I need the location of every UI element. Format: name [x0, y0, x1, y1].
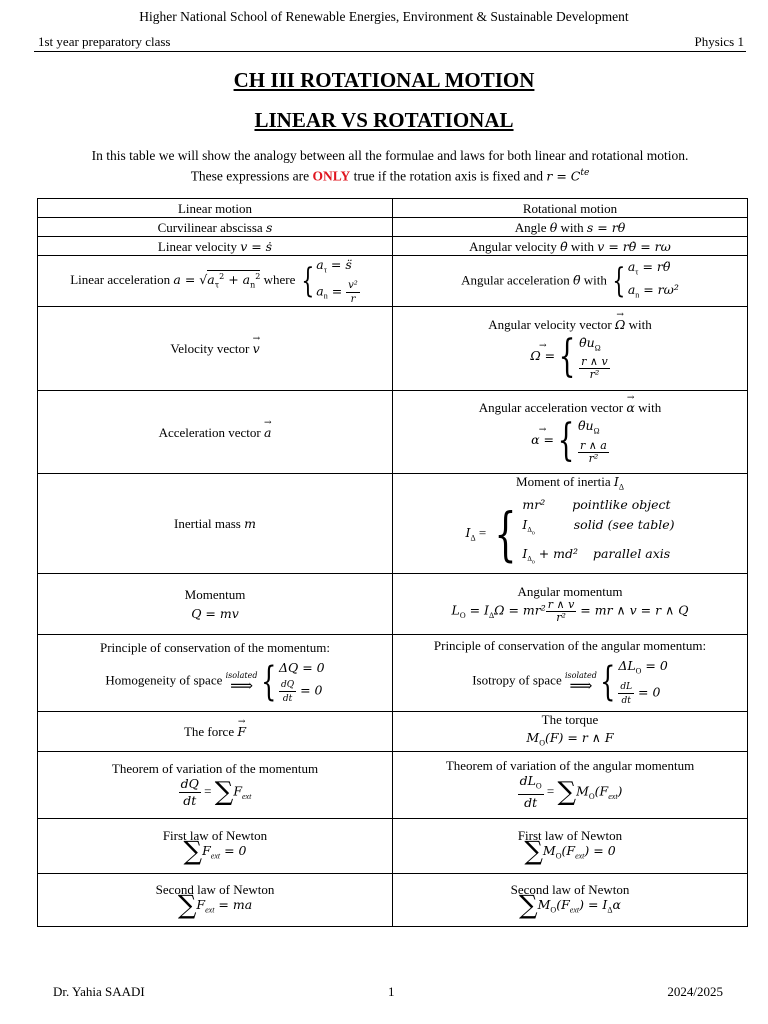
table-row	[38, 199, 748, 218]
cell-rotational: Angular acceleration vector → α with → α ={ $\thetäu_\Omega$ $\frac{r \wedge a}{\text{r²}}$	[393, 391, 748, 474]
cell-linear: Theorem of variation of the momentum $\frac{dQ}{dt}$ = $\sum F_{ext}$	[38, 751, 393, 818]
cell-linear: First law of Newton $\sum F_{ext} = 0$	[38, 818, 393, 873]
cell-rotational: Angular velocity vector → Ω with → Ω ={ $\thetȧu_\Omega$ $\frac{r \wedge v}{\text{r²}}$	[393, 307, 748, 391]
footer-year: 2024/2025	[667, 984, 723, 999]
cell-linear: Linear velocity v = ṡ	[38, 237, 393, 256]
cell-linear: The force → F	[38, 711, 393, 751]
cell-linear: Acceleration vector → a	[38, 391, 393, 474]
intro-text	[0, 147, 768, 185]
cell-rotational: Angular momentum $L_O = I_\Delta\Omega = mr^2$ $\frac{r \wedge v}{\text{r²}}$ = mr ∧ v = r ∧ Q	[393, 573, 748, 634]
cell-rotational: Angular velocity θ̇ with v = rθ̇ = rω	[393, 237, 748, 256]
table-row	[38, 237, 748, 256]
cell-rotational: The torque $M_O(F) = r$ ∧ F	[393, 711, 748, 751]
footer-author: Dr. Yahia SAADI	[53, 984, 145, 999]
table-row	[38, 474, 748, 573]
table-row	[38, 873, 748, 926]
cell-rotational: First law of Newton $\sum M_O(F_{ext}) = 0$	[393, 818, 748, 873]
table-row	[38, 751, 748, 818]
institution-header: Higher National School of Renewable Energies, Environment & Sustainable Development	[139, 9, 629, 24]
cell-rotational: Angular acceleration θ̈ with { $a_\tau$ = rθ̈ $a_n = r\omega^2$	[393, 256, 748, 307]
cell-linear: Principle of conservation of the momentum: Homogeneity of space isolated ⟹ { ΔQ = 0 $\frac{dQ}{dt}$ = 0	[38, 634, 393, 711]
cell-linear: Second law of Newton $\sum F_{ext}$ = ma	[38, 873, 393, 926]
cell-rotational: Principle of conservation of the angular momentum: Isotropy of space isolated ⟹ { $\Delta L_O = 0$ $\frac{dL}{dt}$ = 0	[393, 634, 748, 711]
cell-rotational: Theorem of variation of the angular momentum $\frac{dL_O}{dt}$ = $\sum M_O(F_{ext})$	[393, 751, 748, 818]
header-divider	[34, 51, 746, 52]
table-row	[38, 218, 748, 237]
cell-rotational: Moment of inertia $I_\Delta$ $I_\Delta$ = { mr² pointlike object $I_{\Delta_o}$ solid (see table) $I_{\Delta_o} + md^2$ parallel axis	[393, 474, 748, 573]
cell-linear: Velocity vector → v	[38, 307, 393, 391]
cell-linear: Linear acceleration $a = √a_\tau^2 + a_n^2$ where { $a_\tau$ = s̈ $a_n$ = $\frac{\text{v²}}{r}$	[38, 256, 393, 307]
cell-linear: Curvilinear abscissa s	[38, 218, 393, 237]
cell-linear: Inertial mass m	[38, 474, 393, 573]
class-label: 1st year preparatory class	[38, 34, 171, 49]
column-header-linear: Linear motion	[38, 199, 393, 218]
table-row	[38, 634, 748, 711]
table-row	[38, 391, 748, 474]
intro-line-1: In this table we will show the analogy between all the formulae and laws for both linear and rotational motion.	[91, 148, 689, 163]
table-row	[38, 818, 748, 873]
subject-label: Physics 1	[694, 34, 744, 49]
only-emphasis: ONLY	[312, 168, 351, 184]
analogy-table	[37, 198, 748, 927]
column-header-rotational: Rotational motion	[393, 199, 748, 218]
cell-linear: Momentum Q = mv	[38, 573, 393, 634]
table-row	[38, 307, 748, 391]
section-title: LINEAR VS ROTATIONAL	[254, 108, 514, 132]
intro-line-2: These expressions are ONLY true if the rotation axis is fixed and $r = C^{te}$	[190, 168, 590, 184]
chapter-title: CH III ROTATIONAL MOTION	[233, 68, 535, 92]
table-row	[38, 256, 748, 307]
table-row	[38, 711, 748, 751]
cell-rotational: Angle θ with s = rθ	[393, 218, 748, 237]
cell-rotational: Second law of Newton $\sum M_O(F_{ext}) = I_\Delta\alpha$	[393, 873, 748, 926]
footer-page-number: 1	[388, 984, 395, 999]
table-row	[38, 573, 748, 634]
